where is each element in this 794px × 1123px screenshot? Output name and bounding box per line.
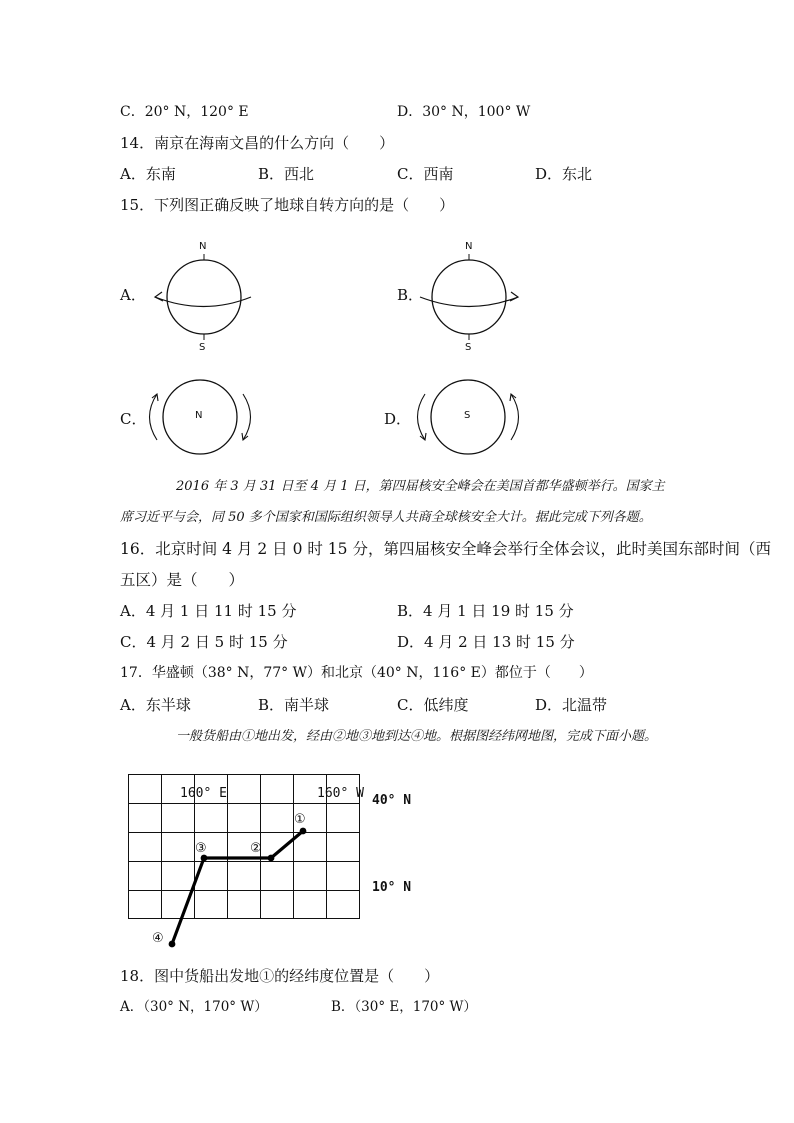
q16-stem-line2: 五区）是（ ） [120,571,245,589]
q16-option-b: B．4 月 1 日 19 时 15 分 [397,602,574,620]
passage2-line1: 一般货船由①地出发，经由②地③地到达④地。根据图经纬网地图，完成下面小题。 [176,729,658,744]
q17-stem: 17．华盛顿（38° N，77° W）和北京（40° N，116° E）都位于（ ） [120,665,593,681]
q17-option-c: C．低纬度 [397,696,469,714]
q16-option-c: C．4 月 2 日 5 时 15 分 [120,633,288,651]
q15-option-d: D． [384,410,412,428]
globe-b-south-label: S [465,342,472,353]
q16-stem-line1: 16．北京时间 4 月 2 日 0 时 15 分，第四届核安全峰会举行全体会议，此时美国东部时间（西 [120,540,771,558]
q17-option-a: A．东半球 [120,696,191,714]
q14-option-a: A．东南 [120,165,176,183]
q18-option-b: B．（30° E，170° W） [331,999,477,1015]
polar-c-diagram [140,368,270,468]
route-point-3-label: ③ [195,841,207,856]
map-lon-label-160e: 160° E [180,786,227,801]
q15-option-a: A． [120,286,146,304]
q17-option-b: B．南半球 [258,696,330,714]
q14-option-c: C．西南 [397,165,454,183]
route-point-1-label: ① [294,812,306,827]
map-lat-label-40n: 40° N [372,793,412,808]
polar-c-north-label: N [195,410,203,421]
route-point-4-label: ④ [152,931,164,946]
q13-option-c: C．20° N，120° E [120,104,249,120]
q16-option-a: A．4 月 1 日 11 时 15 分 [120,602,297,620]
route-point-2-dot [268,855,275,862]
passage1-line1: 2016 年 3 月 31 日至 4 月 1 日，第四届核安全峰会在美国首都华盛顿举行。国家主 [176,479,665,494]
polar-d-south-label: S [464,410,471,421]
q17-option-d: D．北温带 [535,696,608,714]
route-point-2-label: ② [250,841,262,856]
globe-a-south-label: S [199,342,206,353]
globe-a-north-label: N [199,241,207,252]
q14-option-d: D．东北 [535,165,593,183]
q14-option-b: B．西北 [258,165,315,183]
globe-b-north-label: N [465,241,473,252]
latlon-grid-map [128,774,368,974]
q18-stem: 18．图中货船出发地①的经纬度位置是（ ） [120,967,440,985]
q15-stem: 15．下列图正确反映了地球自转方向的是（ ） [120,196,455,214]
q15-option-b: B． [397,286,424,304]
globe-b-diagram [410,240,530,360]
polar-d-diagram [408,368,538,468]
q13-option-d: D．30° N，100° W [397,104,531,120]
passage1-line2: 席习近平与会，同 50 多个国家和国际组织领导人共商全球核安全大计。据此完成下列各题。 [120,510,652,525]
map-lon-label-160w: 160° W [317,786,364,801]
q14-stem: 14．南京在海南文昌的什么方向（ ） [120,134,395,152]
route-point-4-dot [169,941,176,948]
map-lat-label-10n: 10° N [372,880,412,895]
globe-a-diagram [145,240,265,360]
q15-option-c: C． [120,410,147,428]
q18-option-a: A．（30° N，170° W） [120,999,268,1015]
q16-option-d: D．4 月 2 日 13 时 15 分 [397,633,575,651]
